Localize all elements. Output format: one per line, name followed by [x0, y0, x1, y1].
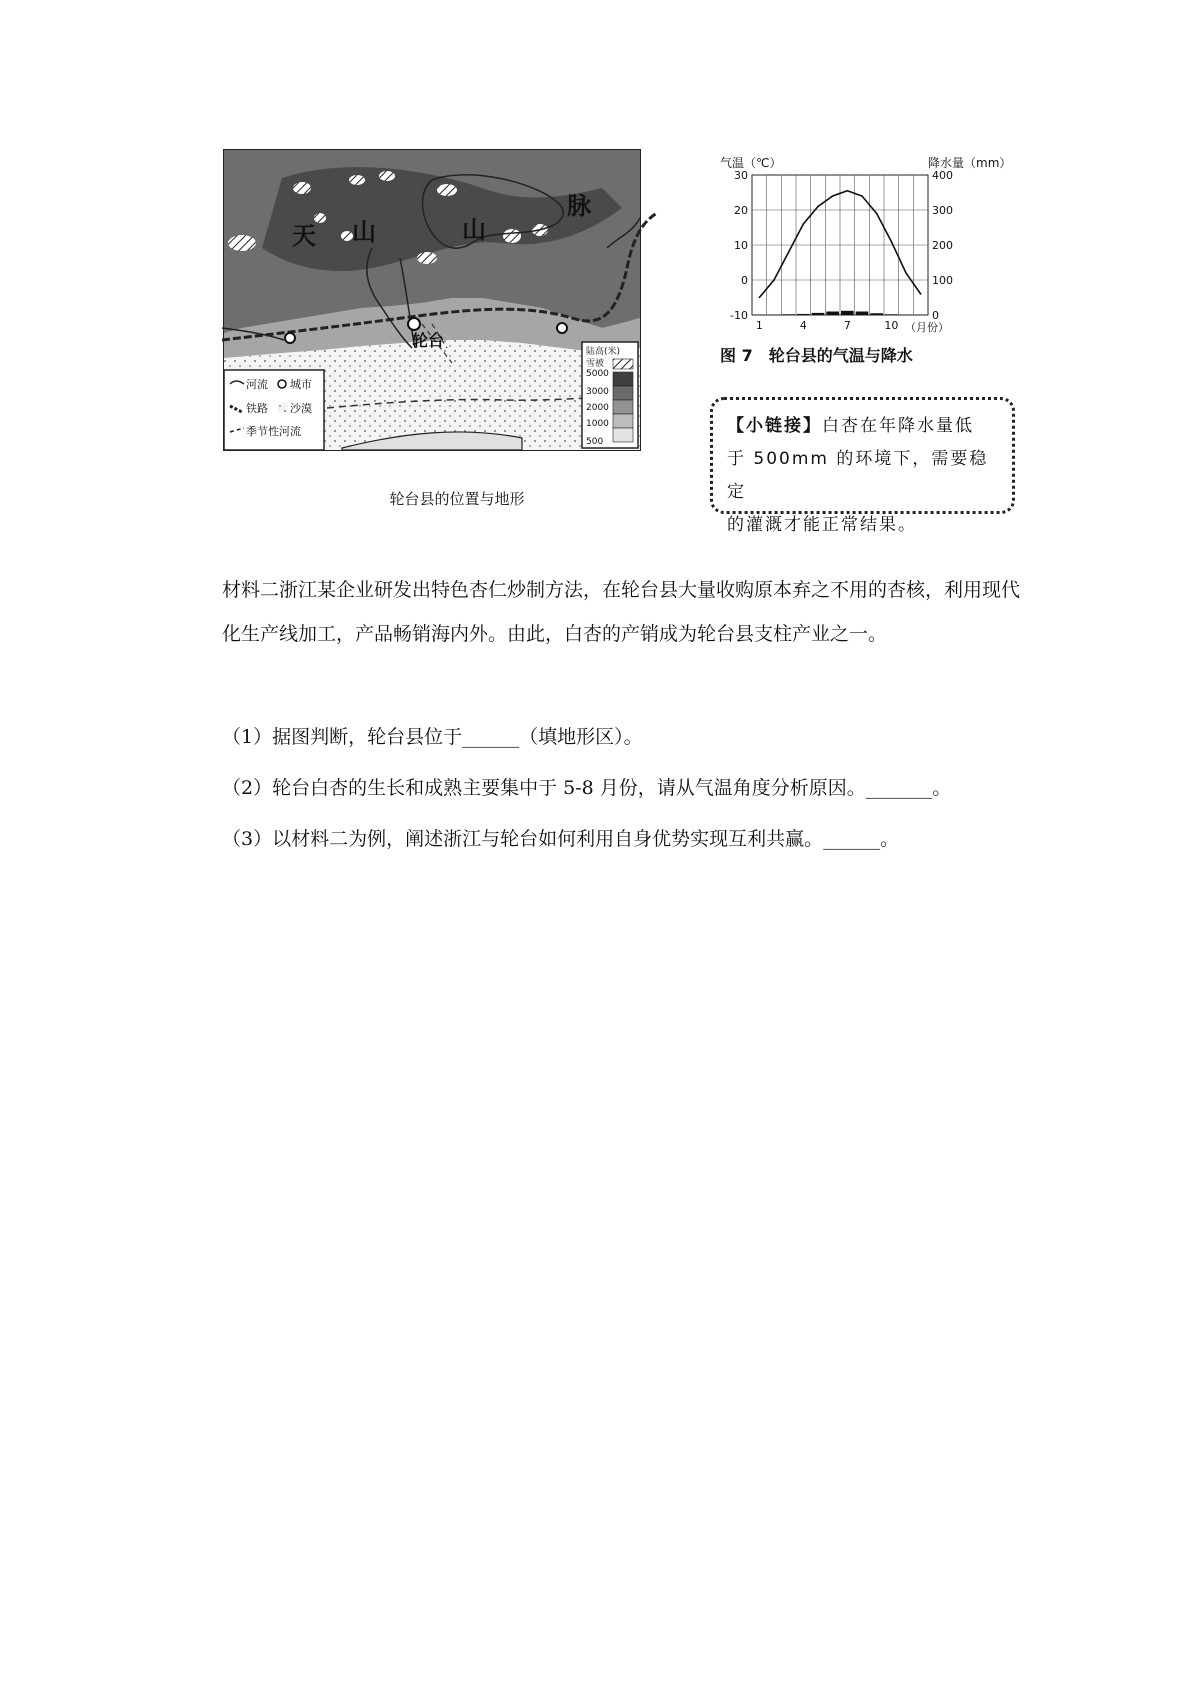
map-caption: 轮台县的位置与地形: [389, 490, 525, 508]
precip-tick-label: 200: [932, 239, 953, 252]
climate-caption: 图 7 轮台县的气温与降水: [720, 346, 913, 365]
temp-point: [847, 190, 849, 192]
elevation-2000: 2000: [586, 403, 609, 413]
legend-seasonal-river: 季节性河流: [246, 425, 301, 438]
temp-point: [817, 206, 819, 208]
temp-point: [759, 297, 761, 299]
precip-bar: [885, 314, 898, 315]
legend-desert: 沙漠: [290, 402, 312, 415]
map-label-tian: 天: [292, 222, 316, 250]
temp-tick-label: 10: [734, 239, 748, 252]
temp-point: [861, 195, 863, 197]
temp-axis-title: 气温（℃）: [720, 156, 782, 170]
map-label-shan-2: 山: [462, 216, 486, 244]
map-legend: [224, 370, 324, 450]
precip-bar: [782, 314, 795, 315]
map-label-mai: 脉: [567, 192, 591, 220]
temp-tick-label: -10: [730, 309, 748, 322]
legend-river: 河流: [246, 378, 268, 391]
terrain-map: [222, 148, 692, 488]
temp-point: [891, 241, 893, 243]
elevation-500: 500: [586, 437, 604, 447]
elevation-1000: 1000: [586, 419, 609, 429]
climate-chart-figure: [720, 155, 1020, 385]
precip-tick-label: 100: [932, 274, 953, 287]
temp-point: [920, 293, 922, 295]
climate-chart: [720, 155, 1020, 385]
month-tick-label: 4: [799, 319, 807, 332]
precip-bar: [870, 313, 883, 315]
temp-tick-label: 30: [734, 169, 748, 182]
elevation-3000: 3000: [586, 387, 609, 397]
temp-tick-label: 0: [741, 274, 748, 287]
link-box: [710, 397, 1015, 535]
question-1: （1）据图判断，轮台县位于______（填地形区）。: [222, 726, 643, 748]
legend-railway: 铁路: [246, 402, 268, 415]
precip-tick-label: 0: [932, 309, 939, 322]
map-figure: [222, 148, 692, 520]
temp-point: [905, 272, 907, 274]
question-2: （2）轮台白杏的生长和成熟主要集中于 5-8 月份，请从气温角度分析原因。_______。: [222, 777, 952, 799]
question-3: （3）以材料二为例，阐述浙江与轮台如何利用自身优势实现互利共赢。______。: [222, 828, 900, 850]
elevation-5000: 5000: [586, 369, 609, 379]
link-text-1: 白杏在年降水量低: [822, 416, 974, 436]
link-line-1: [727, 410, 998, 443]
precip-bar: [812, 313, 825, 315]
precip-axis-title: 降水量（mm）: [928, 156, 1012, 170]
temp-point: [788, 251, 790, 253]
temp-point: [832, 195, 834, 197]
town-label: 轮台: [412, 331, 445, 350]
city-luntai: [408, 318, 420, 330]
link-line-2: 于 500mm 的环境下，需要稳定: [727, 449, 989, 502]
elevation-legend: [582, 342, 638, 448]
precip-tick-label: 300: [932, 204, 953, 217]
precip-bar: [797, 314, 810, 315]
link-tag: 【小链接】: [727, 416, 822, 436]
map-label-shan-1: 山: [352, 218, 376, 246]
temp-point: [876, 213, 878, 215]
precip-tick-label: 400: [932, 169, 953, 182]
link-line-3: 的灌溉才能正常结果。: [727, 515, 917, 535]
month-tick-label: 10: [884, 319, 899, 332]
temp-point: [773, 279, 775, 281]
precip-bar: [841, 311, 854, 315]
x-unit: （月份）: [905, 321, 949, 334]
legend-city: 城市: [290, 378, 312, 391]
temp-tick-label: 20: [734, 204, 748, 217]
elevation-glacier: 雪被: [586, 359, 605, 369]
elevation-title: 陆高(米): [586, 347, 621, 357]
month-tick-label: 7: [843, 319, 851, 332]
material-2-paragraph: 材料二浙江某企业研发出特色杏仁炒制方法，在轮台县大量收购原本弃之不用的杏核，利用现代化生产线加工，产品畅销海内外。由此，白杏的产销成为轮台县支柱产业之一。: [222, 579, 1021, 645]
city-east: [557, 323, 567, 333]
chart-grid: [752, 175, 928, 315]
precip-bar: [826, 312, 839, 316]
precip-bar: [856, 312, 869, 316]
month-tick-label: 1: [755, 319, 763, 332]
city-west: [285, 333, 295, 343]
temp-point: [803, 223, 805, 225]
